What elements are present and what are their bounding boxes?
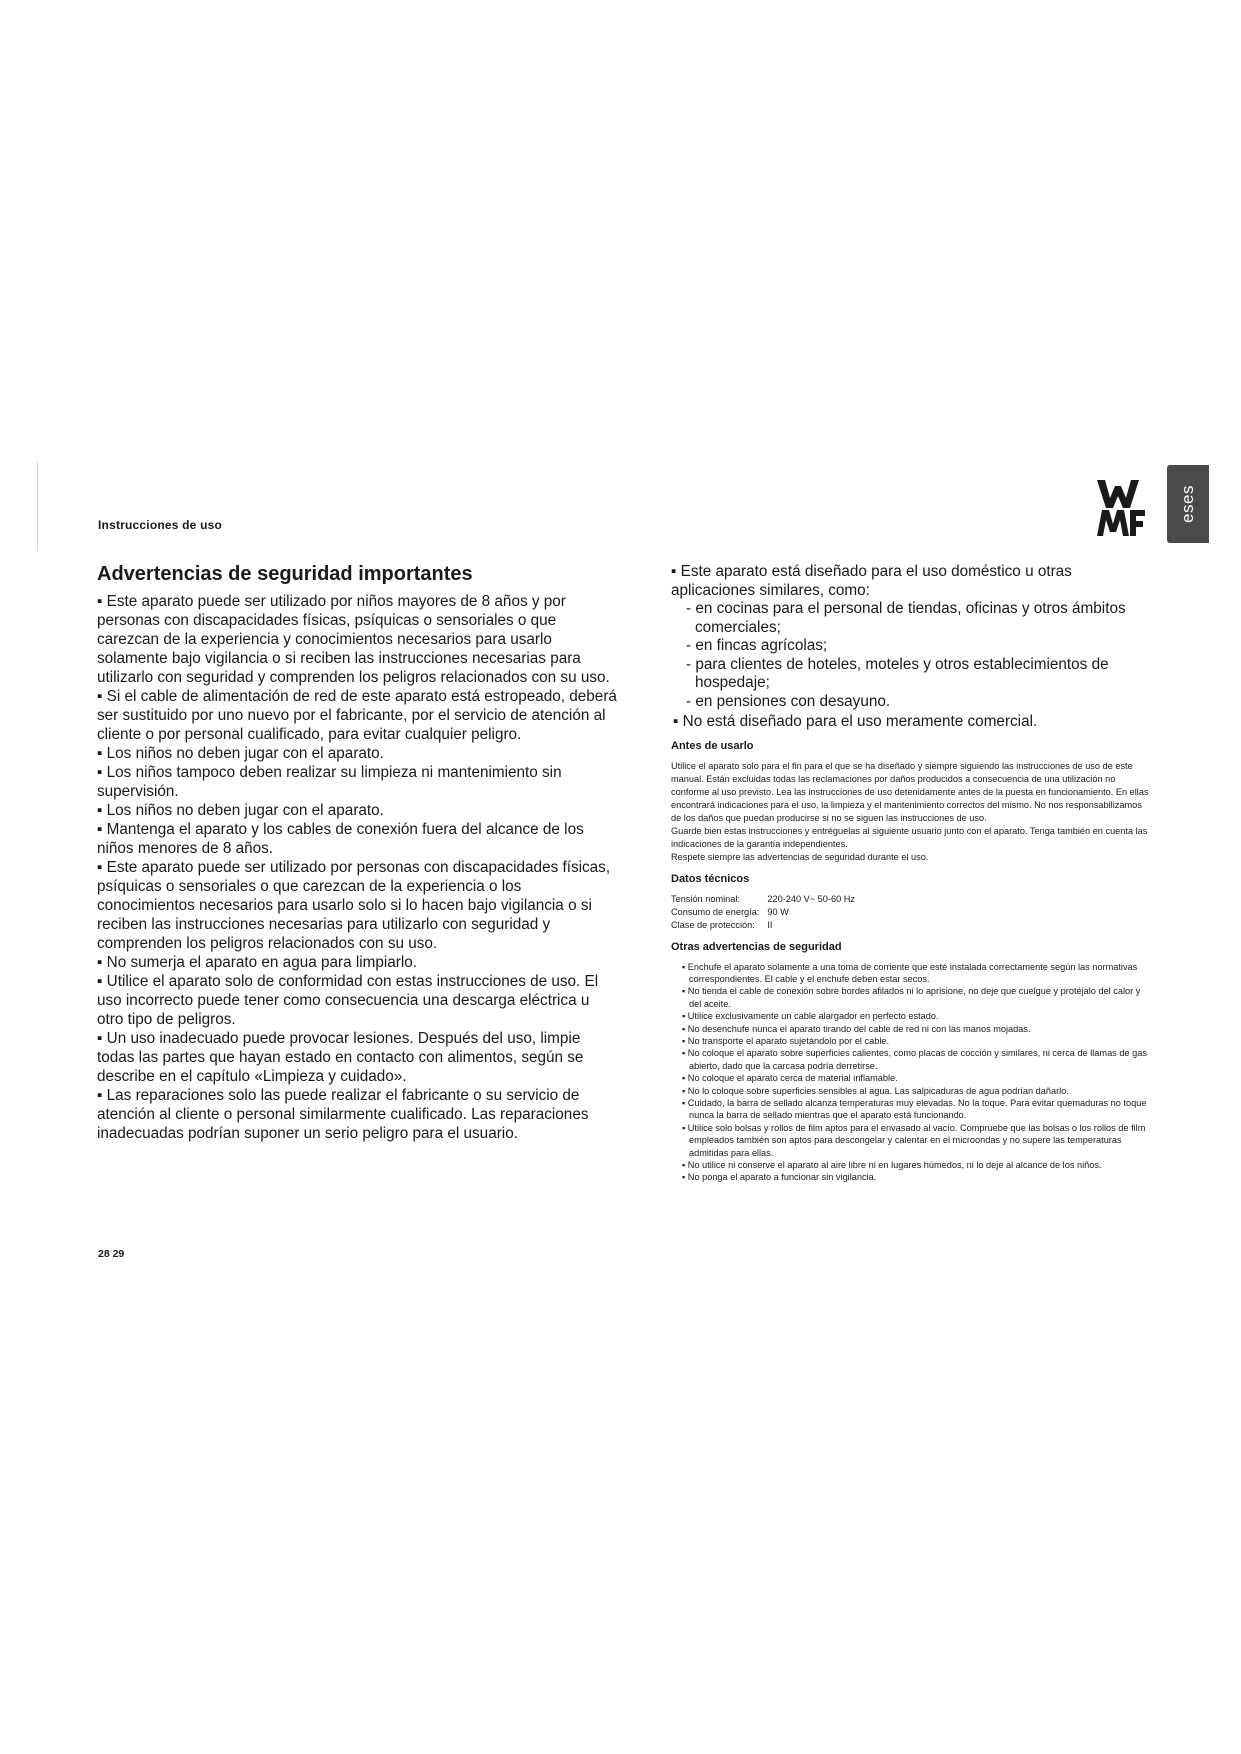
right-column — [671, 562, 1151, 1184]
before-use-paragraph: Respete siempre las advertencias de seguridad durante el uso. — [671, 851, 929, 862]
tech-value: 220-240 V~ 50-60 Hz — [767, 893, 855, 904]
running-header: Instrucciones de uso — [98, 518, 223, 532]
before-use-paragraph: Utilice el aparato solo para el fin para el que se ha diseñado y siempre siguiendo las instrucciones de uso de este manual. Están excluidas todas las reclamaciones por daños producidos a consecuencia de una utilización no conforme al uso previsto. Lea las instrucciones de uso detenidamente antes de la puesta en funcionamiento. En ellas encontrará indicaciones para el uso, la limpieza y el mantenimiento correctos del mismo. No nos responsabilizamos de los daños que puedan producirse si no se siguen las instrucciones de uso. — [671, 760, 1149, 823]
tech-label: Tensión nominal: — [671, 893, 740, 904]
tech-row — [671, 919, 855, 932]
warning-item: ▪ Este aparato puede ser utilizado por niños mayores de 8 años y por personas con discapacidades físicas, psíquicas o sensoriales o que carezcan de la experiencia y conocimientos necesarios para usarlo solamente bajo vigilancia o si reciben las instrucciones necesarias para utilizarlo con seguridad y comprenden los peligros relacionados con su uso. — [97, 593, 610, 686]
before-use-paragraph: Guarde bien estas instrucciones y entréguelas al siguiente usuario junto con el aparato. Tenga también en cuenta las indicaciones de la garantía independientes. — [671, 825, 1148, 849]
sub-item: - en cocinas para el personal de tiendas, oficinas y otros ámbitos comerciales; — [686, 600, 1126, 636]
other-warning-item: ▪ No transporte el aparato sujetándolo por el cable. — [682, 1036, 890, 1046]
other-warning-item: ▪ No coloque el aparato cerca de material inflamable. — [682, 1073, 898, 1084]
margin-rule — [37, 462, 38, 550]
tech-label: Consumo de energía: — [671, 906, 760, 917]
tech-label: Clase de protección: — [671, 919, 755, 930]
other-warning-item: ▪ No desenchufe nunca el aparato tirando del cable de red ni con las manos mojadas. — [682, 1023, 1031, 1034]
page-numbers: 28 29 — [98, 1248, 125, 1260]
tech-row — [671, 906, 855, 919]
sub-item: - en fincas agrícolas; — [686, 637, 828, 655]
tech-value: II — [767, 919, 773, 930]
sub-item: - en pensiones con desayuno. — [686, 692, 891, 710]
other-warning-item: ▪ Enchufe el aparato solamente a una toma de corriente que esté instalada correctamente según las normativas correspondientes. El cable y el enchufe deben estar secos. — [682, 961, 1138, 984]
warning-item: ▪ Un uso inadecuado puede provocar lesiones. Después del uso, limpie todas las partes que hayan estado en contacto con alimentos, según se describe en el capítulo «Limpieza y cuidado». — [97, 1030, 584, 1085]
other-warning-item: ▪ Cuidado, la barra de sellado alcanza temperaturas muy elevadas. No la toque. Para evitar quemaduras no toque nunca la barra de sellado mientras que el aparato está funcionando. — [682, 1098, 1147, 1121]
other-warning-item: ▪ No lo coloque sobre superficies sensibles al agua. Las salpicaduras de agua podrían dañarlo. — [682, 1085, 1069, 1096]
other-warning-item: ▪ Utilice solo bolsas y rollos de film aptos para el envasado al vacío. Compruebe que las bolsas o los rollos de film empleados también son aptos para descongelar y calentar en el microondas y no supere las temperaturas admitidas para ellas. — [682, 1122, 1146, 1158]
left-column — [97, 562, 617, 1143]
tech-value: 90 W — [767, 906, 789, 917]
tech-data-heading: Datos técnicos — [671, 872, 750, 885]
warning-item: ▪ Mantenga el aparato y los cables de conexión fuera del alcance de los niños menores de 8 años. — [97, 821, 584, 857]
warning-item: ▪ Utilice el aparato solo de conformidad con estas instrucciones de uso. El uso incorrecto puede tener como consecuencia una descarga eléctrica u otro tipo de peligros. — [97, 973, 599, 1028]
wmf-logo — [1097, 480, 1145, 536]
warning-item: ▪ Los niños no deben jugar con el aparato. — [97, 745, 384, 762]
warning-item: ▪ No sumerja el aparato en agua para limpiarlo. — [97, 954, 418, 971]
warning-item: ▪ Este aparato puede ser utilizado por personas con discapacidades físicas, psíquicas o sensoriales o que carezcan de la experiencia o los conocimientos necesarios para usarlo solo si lo hacen bajo vigilancia o si reciben las instrucciones necesarias para utilizarlo con seguridad y comprenden los peligros relacionados con su uso. — [97, 859, 611, 952]
before-use-heading: Antes de usarlo — [671, 739, 754, 752]
other-warning-item: ▪ No ponga el aparato a funcionar sin vigilancia. — [682, 1172, 877, 1183]
language-tab-label: eses — [1177, 485, 1197, 523]
intro-item: ▪ Este aparato está diseñado para el uso doméstico u otras aplicaciones similares, como: — [671, 563, 1072, 599]
tech-data-table — [671, 893, 855, 932]
other-warning-item: ▪ No tienda el cable de conexión sobre bordes afilados ni lo aprisione, no deje que cuelgue y protéjalo del calor y del aceite. — [682, 986, 1141, 1009]
warning-item: ▪ Los niños tampoco deben realizar su limpieza ni mantenimiento sin supervisión. — [97, 764, 562, 800]
tech-row — [671, 893, 855, 906]
warning-item: ▪ Las reparaciones solo las puede realizar el fabricante o su servicio de atención al cliente o personal similarmente cualificado. Las reparaciones inadecuadas podrían suponer un serio peligro para el usuario. — [97, 1087, 589, 1142]
other-warning-item: ▪ No coloque el aparato sobre superficies calientes, como placas de cocción y similares, ni cerca de llamas de gas abierto, dado que la carcasa podría derretirse. — [682, 1048, 1147, 1071]
warning-item: ▪ Los niños no deben jugar con el aparato. — [97, 802, 384, 819]
warning-item: ▪ Si el cable de alimentación de red de este aparato está estropeado, deberá ser sustituido por uno nuevo por el fabricante, por el servicio de atención al cliente o por personal cualificado, para evitar cualquier peligro. — [97, 688, 617, 743]
not-commercial-item: ▪ No está diseñado para el uso meramente comercial. — [673, 712, 1038, 730]
other-warnings-heading: Otras advertencias de seguridad — [671, 940, 842, 953]
language-tab[interactable] — [1167, 465, 1209, 543]
other-warning-item: ▪ Utilice exclusivamente un cable alargador en perfecto estado. — [682, 1011, 939, 1022]
sub-item: - para clientes de hoteles, moteles y otros establecimientos de hospedaje; — [686, 655, 1109, 692]
other-warning-item: ▪ No utilice ni conserve el aparato al aire libre ni en lugares húmedos, ni lo deje al alcance de los niños. — [682, 1160, 1102, 1171]
section-heading: Advertencias de seguridad importantes — [97, 563, 473, 585]
